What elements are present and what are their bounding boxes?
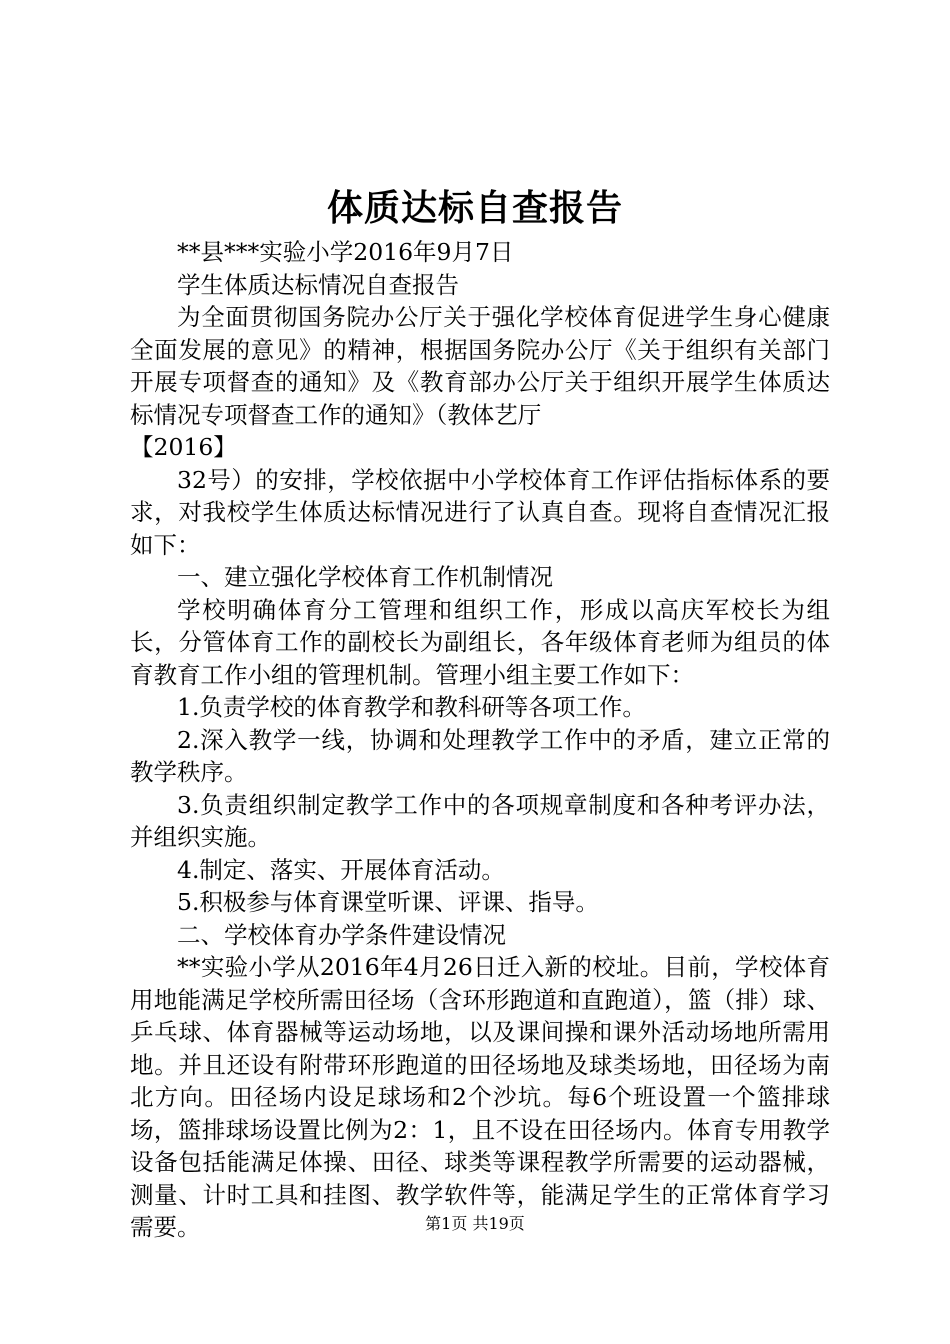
document-title: 体质达标自查报告 xyxy=(326,187,623,229)
section-heading-1: 一、建立强化学校体育工作机制情况 xyxy=(177,563,553,591)
list-item-1: 1.负责学校的体育教学和教科研等各项工作。 xyxy=(177,693,646,721)
paragraph-doc-number: 【2016】 xyxy=(130,433,237,461)
list-item-4: 4.制定、落实、开展体育活动。 xyxy=(177,855,505,884)
list-item-5: 5.积极参与体育课堂听课、评课、指导。 xyxy=(177,888,599,916)
section-heading-2: 二、学校体育办学条件建设情况 xyxy=(177,920,506,949)
paragraph-report-subtitle: 学生体质达标情况自查报告 xyxy=(177,270,459,299)
list-item-2: 2.深入教学一线，协调和处理教学工作中的矛盾，建立正常的教学秩序。 xyxy=(130,725,830,786)
paragraph-section-1: 学校明确体育分工管理和组织工作，形成以高庆军校长为组长，分管体育工作的副校长为副组长，各年级体育老师为组员的体育教育工作小组的管理机制。管理小组主要工作如下： xyxy=(130,595,830,689)
document-body xyxy=(130,236,830,1244)
page-footer: 第1页 共19页 xyxy=(425,1214,525,1233)
paragraph-intro: 为全面贯彻国务院办公厅关于强化学校体育促进学生身心健康全面发展的意见》的精神，根据国务院办公厅《关于组织有关部门开展专项督查的通知》及《教育部办公厅关于组织开展学生体质达标情况专项督查工作的通知》（教体艺厅 xyxy=(130,303,830,429)
list-item-3: 3.负责组织制定教学工作中的各项规章制度和各种考评办法，并组织实施。 xyxy=(130,790,830,851)
paragraph-section-2: **实验小学从2016年4月26日迁入新的校址。目前，学校体育用地能满足学校所需田径场（含环形跑道和直跑道），篮（排）球、乒乓球、体育器械等运动场地，以及课间操和课外活动场地所需用地。并且还设有附带环形跑道的田径场地及球类场地，田径场为南北方向。田径场内设足球场和2个沙坑。每6个班设置一个篮排球场，篮排球场设置比例为2：1，且不设在田径场内。体育专用教学设备包括能满足体操、田径、球类等课程教学所需要的运动器械，测量、计时工具和挂图、教学软件等，能满足学生的正常体育学习需要。 xyxy=(130,953,830,1241)
paragraph-intro-continued: 32号）的安排，学校依据中小学校体育工作评估指标体系的要求，对我校学生体质达标情况进行了认真自查。现将自查情况汇报如下： xyxy=(130,465,830,559)
paragraph-date-line: **县***实验小学2016年9月7日 xyxy=(177,238,514,266)
